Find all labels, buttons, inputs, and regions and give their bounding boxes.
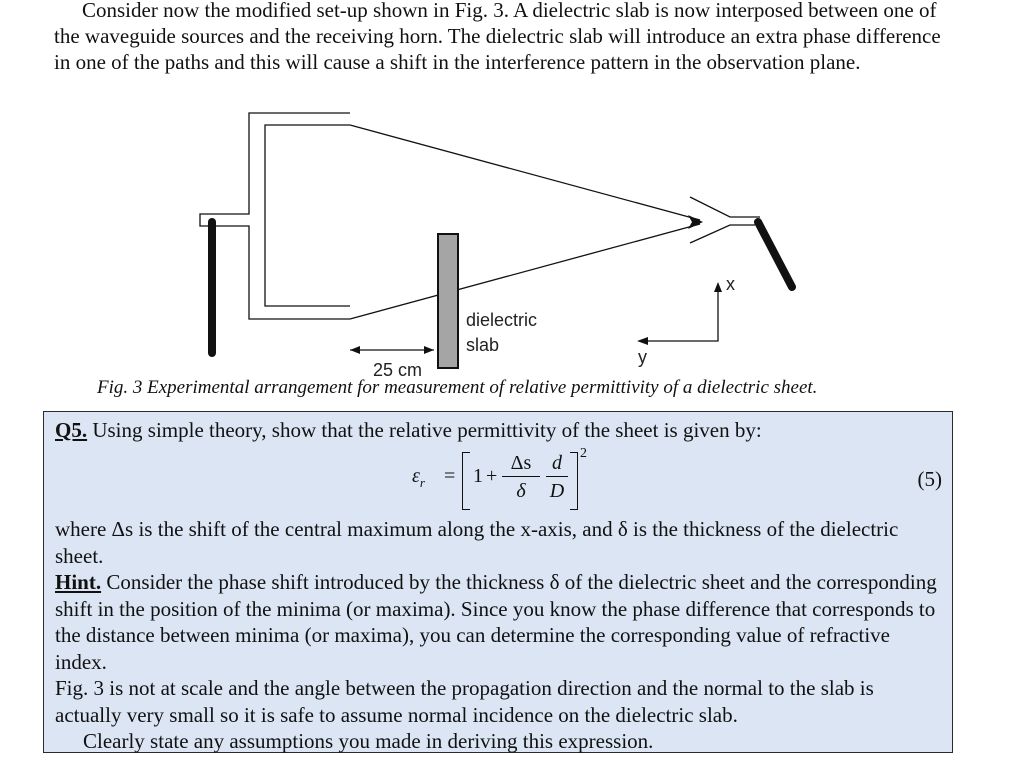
- receiving-horn-upper: [690, 197, 760, 217]
- intro-paragraph: [54, 0, 954, 75]
- intro-rest: between one of the waveguide sources and the receiving horn. The dielectric slab will introduce an extra phase difference in one of the paths and this will cause a shift in the interference pattern in the observation plane.: [54, 0, 941, 74]
- permittivity-equation: [412, 446, 612, 510]
- waveguide-outline-inner: [265, 125, 350, 306]
- equation-equals: =: [444, 465, 456, 487]
- numerator-delta-s: Δs: [502, 450, 540, 477]
- equation-lhs: $\varepsilon_r$: [412, 465, 425, 490]
- question-prompt-text: Using simple theory, show that the relative permittivity of the sheet is given by:: [87, 418, 762, 442]
- distance-label: 25 cm: [373, 360, 423, 380]
- question-box: [43, 411, 953, 753]
- dimension-arrow-right: [424, 346, 434, 354]
- slab-label-dielectric: dielectric: [466, 310, 538, 330]
- question-body: [55, 516, 943, 755]
- beam-arrowhead: [688, 215, 703, 229]
- figure-caption: Fig. 3 Experimental arrangement for measurement of relative permittivity of a dielectric sheet.: [97, 377, 818, 398]
- x-axis-label: x: [726, 274, 735, 294]
- right-bracket: [570, 452, 578, 510]
- y-axis-arrowhead: [637, 337, 648, 345]
- hint-label: Hint.: [55, 570, 102, 594]
- assumptions-line: Clearly state any assumptions you made in deriving this expression.: [83, 729, 654, 753]
- lower-beam-path: [350, 224, 700, 319]
- upper-beam-path: [350, 125, 700, 220]
- where-paragraph: where Δs is the shift of the central maximum along the x-axis, and δ is the thickness of the dielectric sheet.: [55, 517, 899, 568]
- equation-exponent: 2: [580, 446, 587, 461]
- denominator-D: D: [549, 480, 565, 502]
- experimental-setup-diagram: [0, 100, 1024, 380]
- left-bracket: [462, 452, 470, 510]
- question-number: Q5.: [55, 418, 88, 442]
- x-axis-arrowhead: [714, 282, 722, 292]
- numerator-d: d: [546, 450, 568, 477]
- dielectric-slab: [438, 234, 458, 368]
- question-prompt: [55, 417, 762, 443]
- fraction-d-over-D: [546, 450, 568, 503]
- hint-paragraph: [55, 569, 943, 675]
- denominator-delta: δ: [516, 480, 526, 502]
- dimension-arrow-left: [350, 346, 360, 354]
- axis-lines: [642, 285, 718, 341]
- waveguide-outline-outer: [200, 113, 350, 319]
- equation-plus: +: [486, 465, 498, 487]
- equation-one: 1: [473, 465, 483, 487]
- slab-label-slab: slab: [466, 335, 500, 355]
- scale-note: Fig. 3 is not at scale and the angle between the propagation direction and the normal to the slab is actually very small so it is safe to assume normal incidence on the dielectric slab.: [55, 676, 874, 727]
- marks-label: (5): [917, 467, 942, 491]
- receiving-horn-lower: [690, 225, 755, 243]
- y-axis-label: y: [638, 347, 647, 367]
- fraction-shift-over-thickness: [502, 450, 540, 503]
- receiver-absorber-bar: [758, 222, 792, 287]
- intro-line-1: Consider now the modified set-up shown in Fig. 3. A dielectric slab is now interposed: [82, 0, 803, 22]
- hint-text: Consider the phase shift introduced by the thickness δ of the dielectric sheet and the corresponding shift in the position of the minima (or maxima). Since you know the phase difference that corresponds to the distance between minima (or maxima), you can determine the corresponding value of refractive index.: [55, 570, 937, 674]
